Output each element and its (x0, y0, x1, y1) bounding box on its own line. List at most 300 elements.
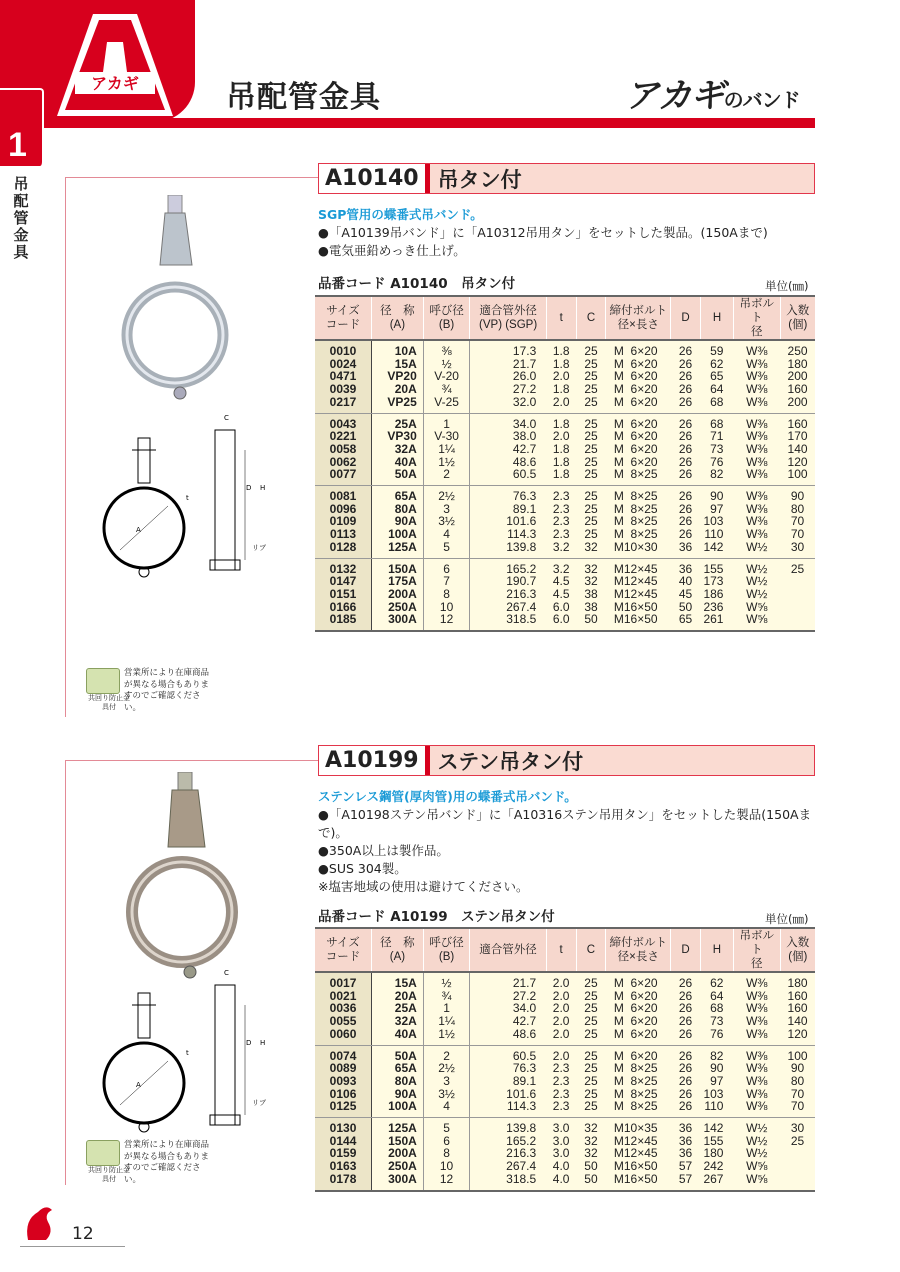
cell-h: 71 (700, 430, 733, 443)
cell-c: 25 (576, 972, 606, 990)
cell-pipe-od: 76.3 (470, 486, 546, 503)
header-line: H (712, 944, 722, 956)
cell-t: 2.3 (546, 528, 576, 541)
cell-nominal-b: 5 (423, 541, 470, 558)
cell-size-code: 0132 (315, 558, 372, 575)
cell-t: 6.0 (546, 601, 576, 614)
column-header (606, 296, 671, 340)
cell-pipe-od: 139.8 (470, 1118, 546, 1135)
cell-qty: 140 (780, 443, 815, 456)
cell-t: 2.3 (546, 1088, 576, 1101)
cell-nominal-a: 80A (372, 503, 424, 516)
cell-size-code: 0010 (315, 340, 372, 358)
cell-c: 25 (576, 430, 606, 443)
cell-size-code: 0093 (315, 1075, 372, 1088)
table-row (315, 340, 815, 358)
cell-bolt: M 6×20 (606, 1015, 671, 1028)
cell-nominal-b: 8 (423, 588, 470, 601)
cell-h: 64 (700, 990, 733, 1003)
cell-bolt: M 8×25 (606, 1088, 671, 1101)
cell-nominal-a: 32A (372, 1015, 424, 1028)
cell-qty: 140 (780, 1015, 815, 1028)
cell-h: 97 (700, 503, 733, 516)
dim-label: C (224, 414, 229, 422)
cell-size-code: 0166 (315, 601, 372, 614)
cell-qty (780, 613, 815, 631)
header-line: C (586, 312, 596, 324)
header-line: D (681, 944, 690, 956)
table-row (315, 972, 815, 990)
cell-hanger-bolt: W⅝ (733, 1160, 780, 1173)
page-number: 12 (72, 1224, 94, 1244)
cell-nominal-b: 10 (423, 601, 470, 614)
cell-hanger-bolt: W⅜ (733, 1062, 780, 1075)
cell-nominal-a: VP30 (372, 430, 424, 443)
cell-qty: 70 (780, 1088, 815, 1101)
cell-hanger-bolt: W⅜ (733, 358, 780, 371)
cell-hanger-bolt: W⅜ (733, 515, 780, 528)
header-line: サイズ (326, 305, 360, 317)
column-header (576, 296, 606, 340)
column-header (470, 296, 546, 340)
cell-c: 25 (576, 358, 606, 371)
cell-nominal-b: 6 (423, 558, 470, 575)
cell-qty (780, 601, 815, 614)
cell-size-code: 0039 (315, 383, 372, 396)
header-line: t (559, 944, 563, 956)
technical-drawing-a10199 (100, 965, 280, 1140)
cell-d: 26 (671, 430, 701, 443)
cell-h: 90 (700, 486, 733, 503)
table-header-row (315, 296, 815, 340)
cell-c: 32 (576, 1118, 606, 1135)
cell-nominal-b: 4 (423, 528, 470, 541)
cell-pipe-od: 42.7 (470, 443, 546, 456)
cell-d: 26 (671, 413, 701, 430)
cell-hanger-bolt: W½ (733, 1118, 780, 1135)
cell-nominal-b: 7 (423, 575, 470, 588)
cell-pipe-od: 21.7 (470, 972, 546, 990)
cell-h: 236 (700, 601, 733, 614)
column-header (780, 296, 815, 340)
dim-label: H (260, 484, 266, 492)
cell-d: 26 (671, 1045, 701, 1062)
cell-d: 65 (671, 613, 701, 631)
cell-qty: 160 (780, 383, 815, 396)
stock-note: 営業所により在庫商品が異なる場合もありますのでご確認ください。 (124, 1140, 210, 1185)
cell-bolt: M 6×20 (606, 370, 671, 383)
cell-nominal-a: 175A (372, 575, 424, 588)
cell-pipe-od: 216.3 (470, 588, 546, 601)
cell-c: 25 (576, 370, 606, 383)
technical-drawing-a10140 (100, 410, 280, 585)
cell-pipe-od: 42.7 (470, 1015, 546, 1028)
cell-h: 62 (700, 972, 733, 990)
cell-bolt: M 8×25 (606, 1075, 671, 1088)
cell-pipe-od: 34.0 (470, 413, 546, 430)
cell-d: 26 (671, 486, 701, 503)
cell-c: 25 (576, 383, 606, 396)
header-line: 径×長さ (617, 951, 659, 963)
bullet: ●電気亜鉛めっき仕上げ。 (318, 243, 466, 258)
cell-nominal-b: 2 (423, 468, 470, 485)
cell-size-code: 0471 (315, 370, 372, 383)
cell-c: 25 (576, 443, 606, 456)
brand-logo (625, 68, 800, 117)
header-line: (B) (438, 319, 455, 331)
cell-pipe-od: 114.3 (470, 528, 546, 541)
dim-label: t (186, 494, 189, 502)
cell-nominal-b: ½ (423, 972, 470, 990)
cell-bolt: M 6×20 (606, 972, 671, 990)
cell-h: 186 (700, 588, 733, 601)
cell-nominal-a: 40A (372, 1028, 424, 1045)
dim-label: H (260, 1039, 266, 1047)
cell-c: 25 (576, 1088, 606, 1101)
cell-h: 82 (700, 468, 733, 485)
cell-nominal-b: 4 (423, 1100, 470, 1117)
cell-c: 25 (576, 396, 606, 413)
cell-qty: 160 (780, 1002, 815, 1015)
cell-c: 25 (576, 340, 606, 358)
cell-h: 68 (700, 413, 733, 430)
cell-bolt: M16×50 (606, 613, 671, 631)
column-header (315, 296, 372, 340)
header-line: 入数 (786, 305, 810, 317)
cell-nominal-a: 65A (372, 486, 424, 503)
column-header (671, 928, 701, 972)
cell-h: 90 (700, 1062, 733, 1075)
cell-qty: 160 (780, 990, 815, 1003)
cell-pipe-od: 26.0 (470, 370, 546, 383)
cell-nominal-b: 3½ (423, 1088, 470, 1101)
cell-c: 25 (576, 1028, 606, 1045)
cell-size-code: 0024 (315, 358, 372, 371)
cell-size-code: 0017 (315, 972, 372, 990)
cell-qty (780, 588, 815, 601)
cell-hanger-bolt: W⅜ (733, 456, 780, 469)
cell-nominal-a: 100A (372, 1100, 424, 1117)
cell-c: 25 (576, 1002, 606, 1015)
cell-h: 82 (700, 1045, 733, 1062)
cell-size-code: 0128 (315, 541, 372, 558)
cell-t: 2.0 (546, 370, 576, 383)
spec-table-a10140 (315, 295, 815, 632)
cell-size-code: 0144 (315, 1135, 372, 1148)
product-description (318, 788, 823, 896)
cell-nominal-b: V-30 (423, 430, 470, 443)
lead-text: ステンレス鋼管(厚肉管)用の蝶番式吊バンド。 (318, 789, 577, 804)
header-line: 径×長さ (617, 319, 659, 331)
cell-hanger-bolt: W⅜ (733, 468, 780, 485)
header-line: 入数 (786, 937, 810, 949)
cell-pipe-od: 32.0 (470, 396, 546, 413)
cell-nominal-a: 125A (372, 1118, 424, 1135)
cell-h: 76 (700, 1028, 733, 1045)
cell-bolt: M 6×20 (606, 1002, 671, 1015)
dim-label: A (136, 1081, 141, 1089)
table-title: 品番コード A10199 ステン吊タン付 (318, 909, 555, 925)
cell-nominal-a: VP25 (372, 396, 424, 413)
cell-nominal-a: 125A (372, 541, 424, 558)
table-row (315, 443, 815, 456)
cell-hanger-bolt: W⅜ (733, 990, 780, 1003)
cell-qty: 180 (780, 358, 815, 371)
table-row (315, 528, 815, 541)
header-line: 締付ボルト (609, 937, 667, 949)
cell-qty: 80 (780, 1075, 815, 1088)
cell-t: 1.8 (546, 413, 576, 430)
cell-hanger-bolt: W½ (733, 588, 780, 601)
cell-t: 2.3 (546, 486, 576, 503)
table-title: 品番コード A10140 吊タン付 (318, 276, 516, 292)
cell-nominal-b: 1¼ (423, 443, 470, 456)
cell-t: 2.3 (546, 1062, 576, 1075)
table-header-row (315, 928, 815, 972)
cell-bolt: M16×50 (606, 601, 671, 614)
cell-nominal-a: 32A (372, 443, 424, 456)
cell-h: 173 (700, 575, 733, 588)
cell-h: 65 (700, 370, 733, 383)
cell-qty (780, 1160, 815, 1173)
header-line: (B) (438, 951, 455, 963)
cell-hanger-bolt: W⅜ (733, 370, 780, 383)
icon-label: 共回り防止金具付 (88, 1166, 130, 1183)
table-row (315, 613, 815, 631)
product-code: A10199 (319, 746, 430, 775)
header-line: C (586, 944, 596, 956)
cell-qty: 90 (780, 486, 815, 503)
cell-pipe-od: 48.6 (470, 1028, 546, 1045)
cell-c: 25 (576, 1045, 606, 1062)
header-line: 径 (751, 958, 763, 970)
header-line: コード (325, 951, 361, 963)
section-frame-line (65, 177, 66, 717)
cell-hanger-bolt: W⅜ (733, 528, 780, 541)
table-row (315, 1045, 815, 1062)
cell-t: 4.5 (546, 588, 576, 601)
cell-nominal-b: 1 (423, 413, 470, 430)
table-row (315, 1075, 815, 1088)
cell-t: 2.3 (546, 1075, 576, 1088)
cell-qty: 160 (780, 413, 815, 430)
header-line: 適合管外径 (479, 305, 537, 317)
table-row (315, 558, 815, 575)
cell-pipe-od: 17.3 (470, 340, 546, 358)
cell-d: 26 (671, 456, 701, 469)
cell-t: 1.8 (546, 340, 576, 358)
cell-c: 25 (576, 990, 606, 1003)
header-line: (A) (389, 951, 406, 963)
column-header (546, 296, 576, 340)
bullet: ●「A10198ステン吊バンド」に「A10316ステン吊用タン」をセットした製品(150Aまで)。 (318, 807, 812, 840)
cell-d: 26 (671, 1062, 701, 1075)
header-line: (個) (788, 951, 808, 963)
cell-h: 110 (700, 528, 733, 541)
cell-d: 36 (671, 1135, 701, 1148)
cell-c: 25 (576, 486, 606, 503)
cell-qty: 180 (780, 972, 815, 990)
cell-nominal-b: 3 (423, 1075, 470, 1088)
cell-hanger-bolt: W⅜ (733, 340, 780, 358)
cell-bolt: M 8×25 (606, 486, 671, 503)
akagi-logo (55, 12, 175, 118)
cell-d: 26 (671, 370, 701, 383)
cell-d: 45 (671, 588, 701, 601)
cell-d: 36 (671, 541, 701, 558)
cell-nominal-a: 25A (372, 413, 424, 430)
cell-hanger-bolt: W½ (733, 558, 780, 575)
side-chapter-label: 吊配管金具 (13, 175, 29, 261)
cell-qty: 120 (780, 456, 815, 469)
cell-d: 26 (671, 1100, 701, 1117)
cell-h: 180 (700, 1147, 733, 1160)
cell-nominal-b: 1 (423, 1002, 470, 1015)
cell-nominal-b: 8 (423, 1147, 470, 1160)
cell-hanger-bolt: W⅜ (733, 396, 780, 413)
cell-nominal-b: 1¼ (423, 1015, 470, 1028)
header-line: 径 称 (380, 305, 415, 317)
cell-t: 3.0 (546, 1147, 576, 1160)
cell-bolt: M12×45 (606, 1147, 671, 1160)
cell-qty: 25 (780, 1135, 815, 1148)
cell-c: 38 (576, 601, 606, 614)
unit-label: 単位(㎜) (765, 279, 809, 293)
product-description (318, 206, 818, 260)
cell-c: 32 (576, 575, 606, 588)
cell-hanger-bolt: W⅜ (733, 1028, 780, 1045)
table-row (315, 1173, 815, 1191)
cell-bolt: M 6×20 (606, 340, 671, 358)
cell-nominal-a: 25A (372, 1002, 424, 1015)
cell-pipe-od: 318.5 (470, 613, 546, 631)
cell-pipe-od: 76.3 (470, 1062, 546, 1075)
bullet: ●SUS 304製。 (318, 861, 407, 876)
cell-bolt: M 6×20 (606, 413, 671, 430)
cell-d: 26 (671, 468, 701, 485)
cell-nominal-b: ¾ (423, 990, 470, 1003)
cell-d: 36 (671, 1147, 701, 1160)
cell-nominal-b: V-20 (423, 370, 470, 383)
table-row (315, 413, 815, 430)
table-row (315, 1028, 815, 1045)
cell-t: 1.8 (546, 468, 576, 485)
cell-size-code: 0043 (315, 413, 372, 430)
cell-t: 1.8 (546, 456, 576, 469)
section-frame-line (65, 177, 318, 178)
cell-d: 26 (671, 340, 701, 358)
cell-hanger-bolt: W⅝ (733, 1173, 780, 1191)
cell-pipe-od: 38.0 (470, 430, 546, 443)
cell-size-code: 0185 (315, 613, 372, 631)
cell-hanger-bolt: W⅜ (733, 1045, 780, 1062)
cell-bolt: M12×45 (606, 558, 671, 575)
cell-bolt: M10×30 (606, 541, 671, 558)
cell-h: 142 (700, 1118, 733, 1135)
cell-h: 155 (700, 1135, 733, 1148)
cell-d: 26 (671, 503, 701, 516)
cell-c: 50 (576, 1160, 606, 1173)
cell-c: 25 (576, 1075, 606, 1088)
cell-c: 25 (576, 528, 606, 541)
cell-nominal-b: 3 (423, 503, 470, 516)
table-row (315, 1118, 815, 1135)
table-row (315, 1160, 815, 1173)
cell-c: 38 (576, 588, 606, 601)
cell-nominal-a: 80A (372, 1075, 424, 1088)
cell-qty (780, 1147, 815, 1160)
cell-hanger-bolt: W⅜ (733, 486, 780, 503)
cell-size-code: 0147 (315, 575, 372, 588)
cell-t: 2.3 (546, 1100, 576, 1117)
cell-bolt: M 8×25 (606, 1062, 671, 1075)
cell-t: 1.8 (546, 383, 576, 396)
cell-qty: 30 (780, 1118, 815, 1135)
cell-pipe-od: 139.8 (470, 541, 546, 558)
cell-size-code: 0089 (315, 1062, 372, 1075)
cell-hanger-bolt: W⅜ (733, 1002, 780, 1015)
cell-bolt: M 8×25 (606, 528, 671, 541)
product-name: ステン吊タン付 (437, 749, 584, 774)
cell-qty (780, 575, 815, 588)
cell-pipe-od: 27.2 (470, 383, 546, 396)
cell-d: 26 (671, 972, 701, 990)
header-line: 呼び径 (429, 937, 464, 949)
product-code: A10140 (319, 164, 430, 193)
cell-bolt: M 8×25 (606, 503, 671, 516)
column-header (700, 296, 733, 340)
cell-t: 1.8 (546, 358, 576, 371)
cell-d: 57 (671, 1173, 701, 1191)
cell-size-code: 0113 (315, 528, 372, 541)
cell-nominal-a: 50A (372, 1045, 424, 1062)
dim-label: D (246, 484, 252, 492)
cell-nominal-a: 150A (372, 1135, 424, 1148)
cell-size-code: 0178 (315, 1173, 372, 1191)
column-header (780, 928, 815, 972)
header-line: D (681, 312, 690, 324)
cell-nominal-a: 200A (372, 588, 424, 601)
cell-pipe-od: 34.0 (470, 1002, 546, 1015)
cell-nominal-a: 50A (372, 468, 424, 485)
header-line: 吊ボルト (739, 930, 775, 956)
product-photo-a10140 (120, 195, 230, 415)
chapter-tab[interactable]: 1 (0, 88, 44, 166)
cell-size-code: 0159 (315, 1147, 372, 1160)
cell-t: 2.0 (546, 1028, 576, 1045)
cell-size-code: 0096 (315, 503, 372, 516)
cell-h: 103 (700, 515, 733, 528)
cell-d: 26 (671, 515, 701, 528)
cell-qty: 200 (780, 370, 815, 383)
cell-t: 3.2 (546, 558, 576, 575)
cell-h: 73 (700, 443, 733, 456)
cell-pipe-od: 101.6 (470, 1088, 546, 1101)
cell-d: 36 (671, 558, 701, 575)
cell-bolt: M 6×20 (606, 383, 671, 396)
table-row (315, 396, 815, 413)
cell-t: 4.0 (546, 1173, 576, 1191)
column-header (606, 928, 671, 972)
cell-pipe-od: 318.5 (470, 1173, 546, 1191)
cell-h: 73 (700, 1015, 733, 1028)
bullet: ※塩害地域の使用は避けてください。 (318, 879, 529, 894)
cell-t: 2.0 (546, 396, 576, 413)
header-line: コード (325, 319, 361, 331)
cell-c: 50 (576, 1173, 606, 1191)
cell-bolt: M 6×20 (606, 396, 671, 413)
cell-pipe-od: 114.3 (470, 1100, 546, 1117)
